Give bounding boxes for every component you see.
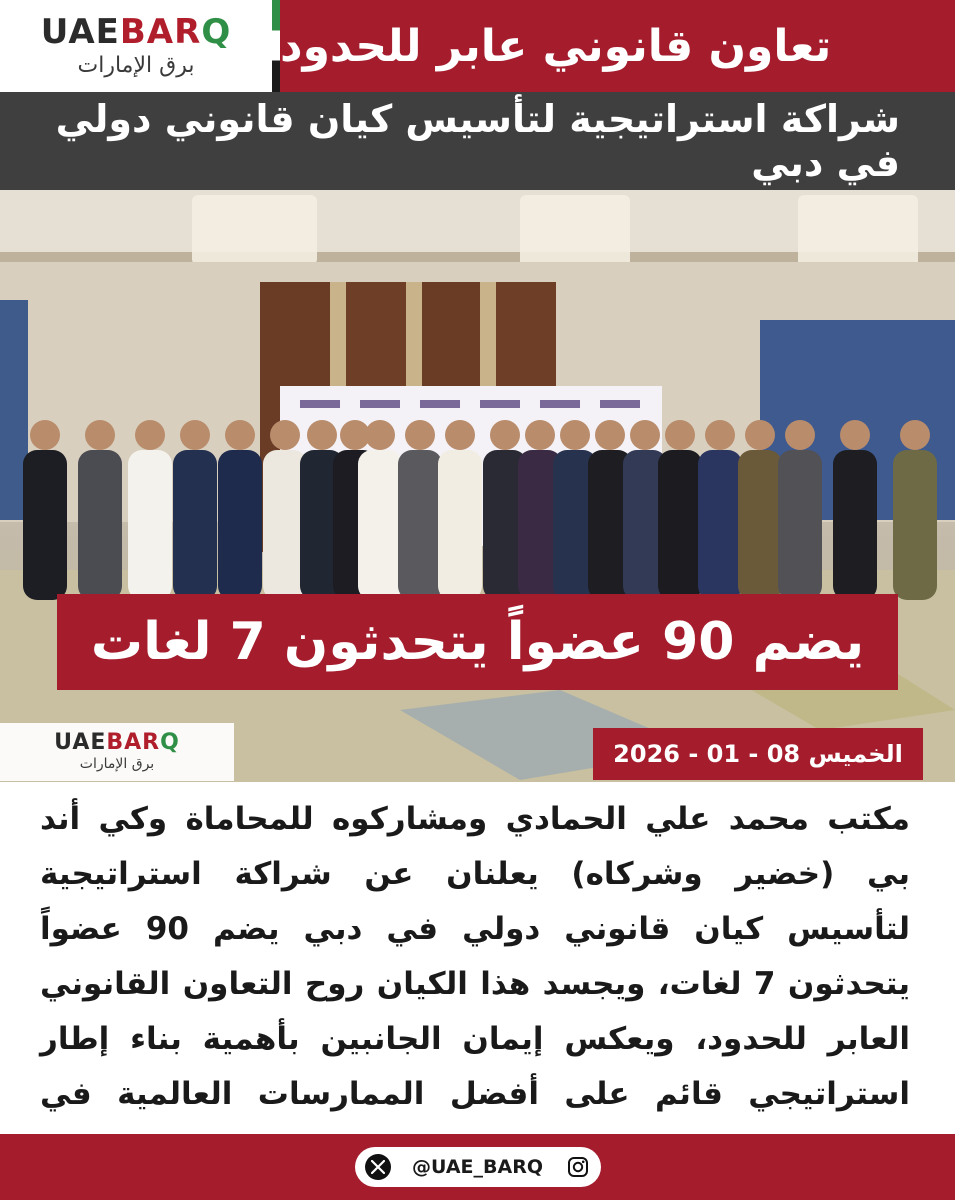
article-body: مكتب محمد علي الحمادي ومشاركوه للمحاماة وكي أند بي (خضير وشركاه) يعلنان عن شراكة استراتيجية لتأسيس كيان قانوني دولي في دبي يضم 90 عضواً يتحدثون 7 لغات، ويجسد هذا الكيان روح التعاون القانوني العابر للحدود، ويعكس إيمان الجانبين بأهمية بناء إطار استراتيجي قائم على أفضل الممارسات العالمية في: [40, 801, 911, 1112]
watermark-latin-uae: UAE: [54, 730, 107, 755]
date-badge: [593, 728, 923, 780]
flag-stripe: [272, 0, 280, 92]
social-links[interactable]: [355, 1147, 601, 1187]
watermark-logo-latin: [54, 732, 180, 754]
headline-title: تعاون قانوني عابر للحدود: [280, 20, 832, 72]
brand-latin-uae: UAE: [40, 11, 120, 52]
brand-latin-bar: BAR: [119, 11, 202, 52]
watermark-latin-bar: BAR: [106, 730, 161, 755]
group-photo-illustration: [0, 190, 955, 782]
headline-banner: [280, 0, 955, 92]
highlight-text: يضم 90 عضواً يتحدثون 7 لغات: [90, 612, 865, 672]
brand-logo-latin: [40, 11, 232, 52]
x-icon[interactable]: [365, 1154, 391, 1180]
brand-latin-q: Q: [201, 11, 232, 52]
instagram-icon[interactable]: [565, 1154, 591, 1180]
group-photo: [0, 190, 955, 782]
highlight-banner: [57, 594, 898, 690]
watermark-latin-q: Q: [160, 730, 180, 755]
social-handle[interactable]: @UAE_BARQ: [412, 1156, 543, 1178]
footer-bar: [0, 1134, 955, 1200]
brand-logo-arabic: برق الإمارات: [77, 52, 195, 78]
brand-logo: [0, 0, 272, 92]
date-text: الخميس 08 - 01 - 2026: [613, 740, 903, 768]
watermark-logo: [0, 723, 234, 781]
headline-subtitle: شراكة استراتيجية لتأسيس كيان قانوني دولي في دبي: [55, 97, 900, 185]
subheadline-banner: [0, 92, 955, 190]
watermark-logo-arabic: برق الإمارات: [79, 756, 155, 772]
